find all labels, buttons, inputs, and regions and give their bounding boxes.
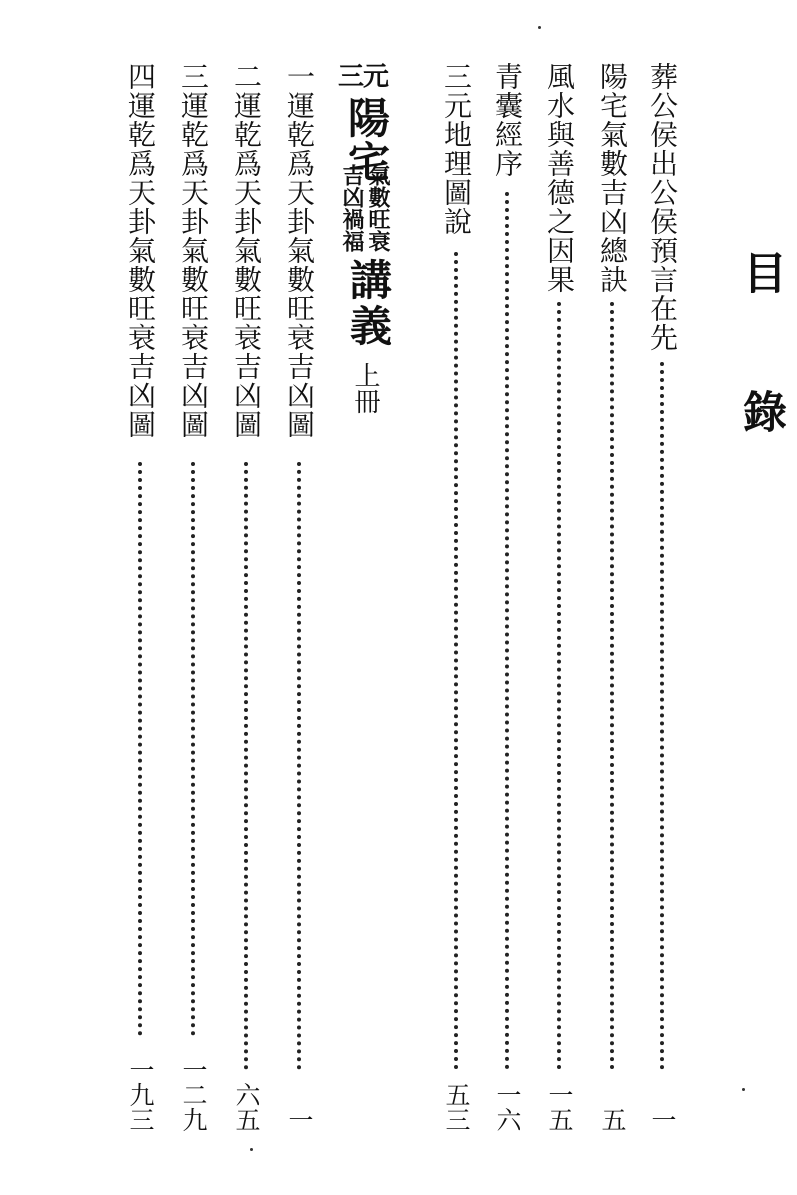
toc-entry-title: 一運乾爲天卦氣數旺衰吉凶圖 <box>283 62 316 439</box>
toc-entry-title: 葬公侯出公侯預言在先 <box>646 62 679 352</box>
toc-entry-title: 青囊經序 <box>491 62 524 178</box>
dot-leader <box>454 252 458 1070</box>
section-main-title-end: 講義 <box>344 258 393 350</box>
toc-entry-page: 一二九 <box>179 1057 208 1132</box>
toc-entry-page: 一 <box>648 1107 677 1132</box>
section-subtitle: 吉凶禍福 <box>339 164 365 252</box>
section-main-title: 陽宅 <box>342 96 391 184</box>
toc-entry[interactable] <box>440 62 472 1132</box>
section-subtitle: 氣數旺衰 <box>365 164 391 252</box>
toc-entry-title: 風水與善德之因果 <box>543 62 576 294</box>
dot-leader <box>244 462 248 1070</box>
toc-entry[interactable] <box>283 62 315 1132</box>
dot-leader <box>610 302 614 1070</box>
dot-leader <box>191 462 195 1036</box>
toc-entry[interactable] <box>596 62 628 1132</box>
toc-entry[interactable] <box>124 62 156 1132</box>
toc-entry[interactable] <box>177 62 209 1132</box>
toc-entry-title: 三運乾爲天卦氣數旺衰吉凶圖 <box>177 62 210 439</box>
toc-entry[interactable] <box>491 62 523 1132</box>
toc-heading: 目錄 <box>735 250 786 528</box>
toc-entry-title: 陽宅氣數吉凶總訣 <box>596 62 629 294</box>
scan-speck <box>250 1148 253 1151</box>
toc-entry[interactable] <box>646 62 678 1132</box>
toc-entry-title: 四運乾爲天卦氣數旺衰吉凶圖 <box>124 62 157 439</box>
toc-entry-page: 一六 <box>493 1082 522 1132</box>
toc-entry-page: 一九三 <box>126 1057 155 1132</box>
dot-leader <box>138 462 142 1036</box>
scan-speck <box>538 26 541 29</box>
toc-entry-title: 三元地理圖說 <box>440 62 473 236</box>
toc-entry-page: 一 <box>285 1107 314 1132</box>
toc-entry[interactable] <box>543 62 575 1132</box>
toc-entry-page: 五 <box>598 1107 627 1132</box>
toc-entry-page: 一五 <box>545 1082 574 1132</box>
section-volume: 上冊 <box>350 362 380 414</box>
dot-leader <box>660 362 664 1070</box>
section-prefix: 三元 <box>337 62 388 92</box>
toc-entry-page: 六五 <box>232 1082 261 1132</box>
scan-speck <box>742 1088 745 1091</box>
dot-leader <box>557 302 561 1070</box>
toc-entry[interactable] <box>230 62 262 1132</box>
section-title <box>336 62 408 482</box>
dot-leader <box>505 192 509 1070</box>
toc-entry-page: 五三 <box>442 1082 471 1132</box>
toc-entry-title: 二運乾爲天卦氣數旺衰吉凶圖 <box>230 62 263 439</box>
dot-leader <box>297 462 301 1070</box>
